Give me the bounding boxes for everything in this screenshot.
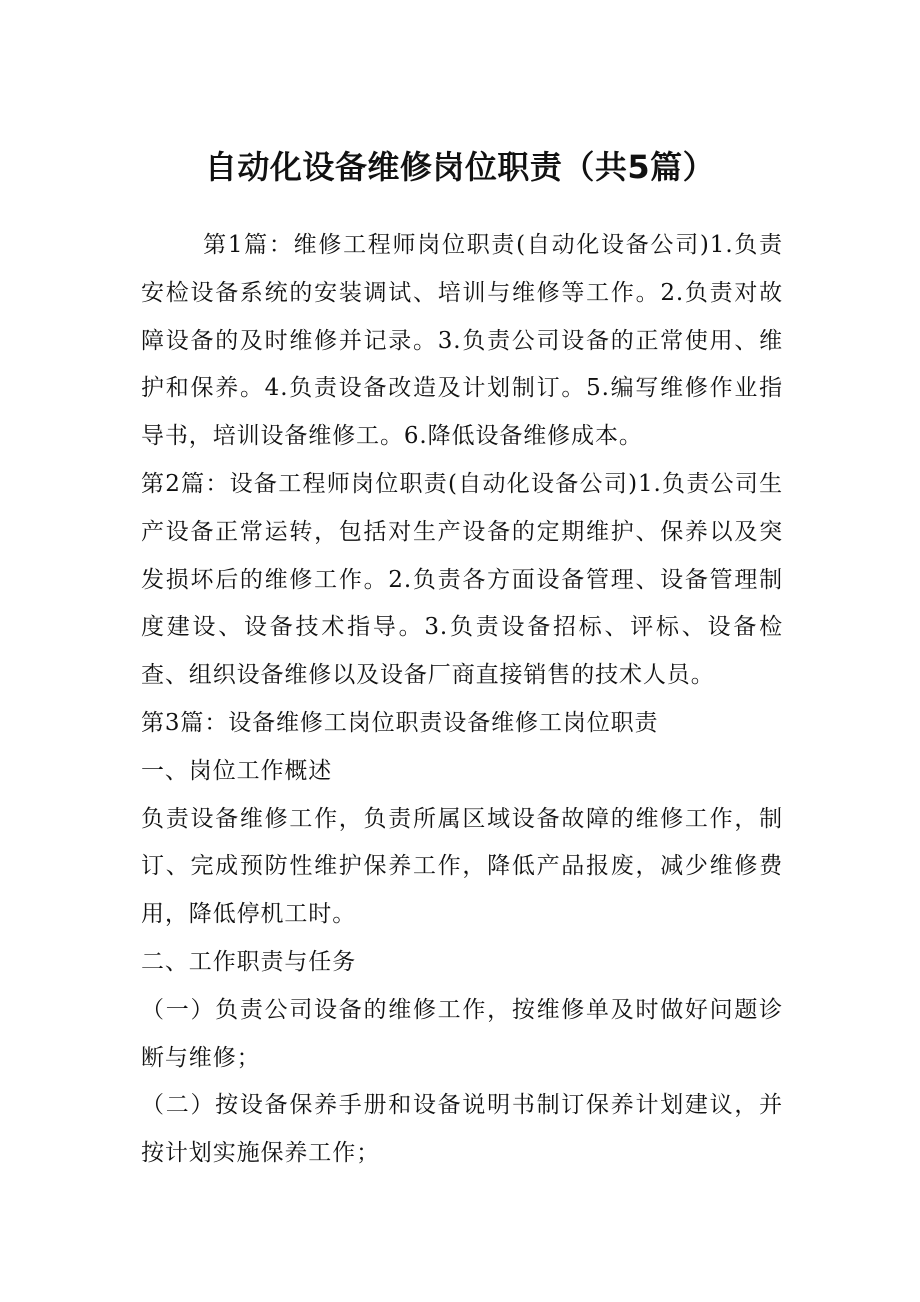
document-title: 自动化设备维修岗位职责（共5篇） — [204, 148, 716, 186]
duty-item-1: （一）负责公司设备的维修工作，按维修单及时做好问题诊断与维修； — [141, 996, 783, 1071]
paragraph-overview: 负责设备维修工作，负责所属区域设备故障的维修工作，制订、完成预防性维护保养工作，降低产品报废，减少维修费用，降低停机工时。 — [141, 805, 783, 928]
section-heading-overview: 一、岗位工作概述 — [141, 757, 333, 784]
document-body — [141, 222, 783, 1178]
paragraph-article-2: 第2篇：设备工程师岗位职责(自动化设备公司)1.负责公司生产设备正常运转，包括对生产设备的定期维护、保养以及突发损坏后的维修工作。2.负责各方面设备管理、设备管理制度建设、设备技术指导。3.负责设备招标、评标、设备检查、组织设备维修以及设备厂商直接销售的技术人员。 — [141, 470, 783, 689]
duty-item-2: （二）按设备保养手册和设备说明书制订保养计划建议，并按计划实施保养工作； — [141, 1092, 783, 1167]
section-heading-duties: 二、工作职责与任务 — [141, 948, 357, 975]
paragraph-article-3-heading: 第3篇：设备维修工岗位职责设备维修工岗位职责 — [141, 709, 659, 736]
paragraph-article-1: 第1篇：维修工程师岗位职责(自动化设备公司)1.负责安检设备系统的安装调试、培训与维修等工作。2.负责对故障设备的及时维修并记录。3.负责公司设备的正常使用、维护和保养。4.负责设备改造及计划制订。5.编写维修作业指导书，培训设备维修工。6.降低设备维修成本。 — [141, 232, 783, 450]
